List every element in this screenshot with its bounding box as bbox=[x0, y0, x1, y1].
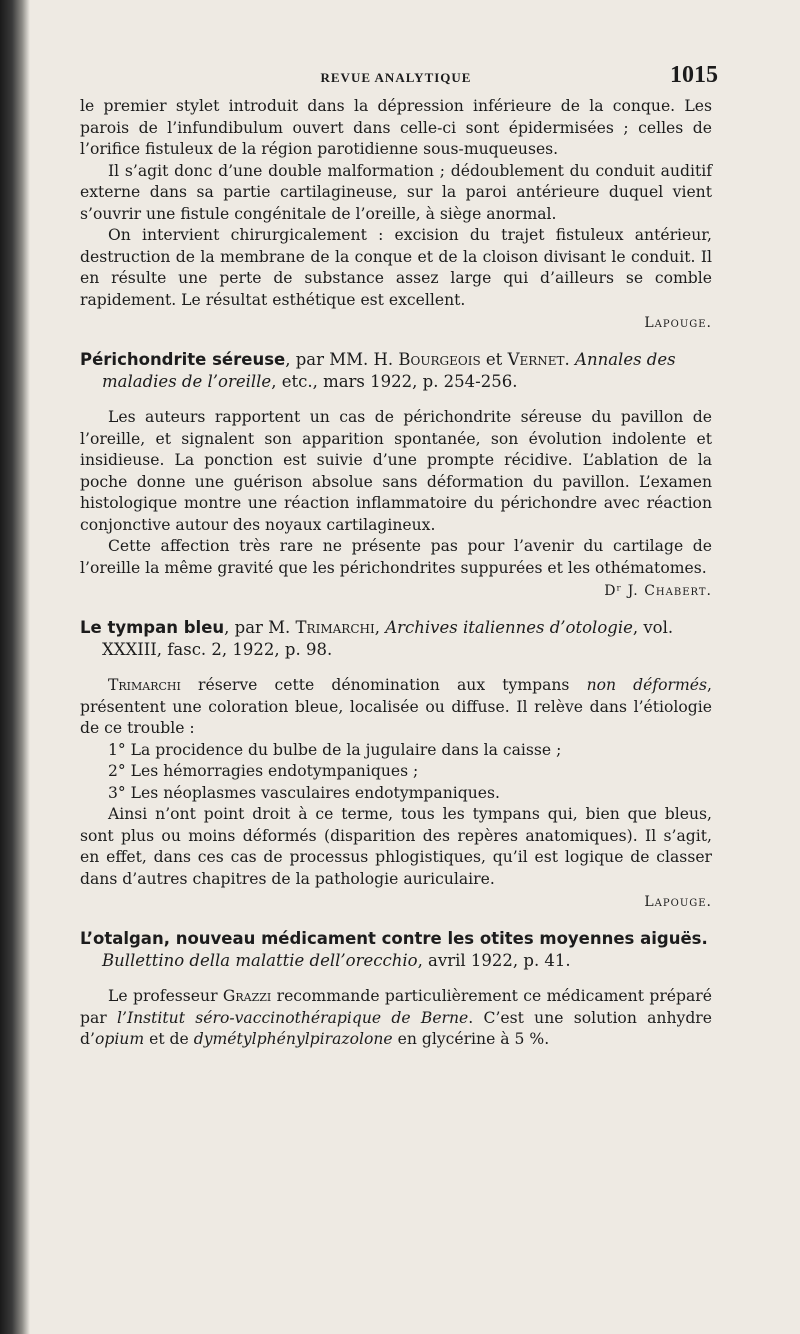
text: Le professeur bbox=[108, 987, 223, 1005]
paragraph: Ainsi n’ont point droit à ce terme, tous les tympans qui, bien que bleus, sont plus ou moins déformés (disparition des repères anatomiques). Il s’agit, en effet, dans ces cas de processus phlogistiques, qu’il est logique de classer dans d’autres chapitres de la pathologie auriculaire. bbox=[80, 805, 712, 888]
article-title-bold: L’otalgan, nouveau médicament contre les otites moyennes aiguës. bbox=[80, 929, 708, 948]
journal-name: Bullettino della malattie dell’orecchio bbox=[102, 951, 418, 970]
article-title-bold: Le tympan bleu bbox=[80, 618, 225, 637]
paragraph bbox=[80, 986, 712, 1051]
author-name: Trimarchi bbox=[295, 618, 375, 637]
signature: Lapouge. bbox=[644, 315, 712, 331]
title-text: , par M. bbox=[224, 618, 296, 637]
title-text: , bbox=[374, 618, 386, 637]
title-text: et bbox=[480, 350, 508, 369]
title-text: , par MM. H. bbox=[285, 350, 399, 369]
paragraph: le premier stylet introduit dans la dépression inférieure de la conque. Les parois de l’infundibulum ouvert dans celle-ci sont épidermisées ; celles de l’orifice fistuleux de la région parotidienne sous-muqueuses. bbox=[80, 97, 712, 158]
list-item: 1° La procidence du bulbe de la jugulaire dans la caisse ; bbox=[108, 740, 562, 759]
article-title bbox=[80, 928, 712, 972]
page-number: 1015 bbox=[670, 62, 718, 88]
paragraph: Il s’agit donc d’une double malformation ; dédoublement du conduit auditif externe dans sa partie cartilagineuse, sur la paroi antérieure duquel vient s’ouvrir une fistule congénitale de l’oreille, à siège anormal. bbox=[80, 161, 712, 223]
text: . C’est une solution anhydre d’ bbox=[80, 1008, 712, 1048]
signature: Lapouge. bbox=[644, 894, 712, 910]
article-tympan-bleu bbox=[80, 617, 712, 910]
article-perichondrite bbox=[80, 349, 712, 599]
reference: , etc., mars 1922, p. 254-256. bbox=[271, 372, 518, 391]
article-continuation bbox=[80, 96, 712, 331]
reference: , vol. XXXIII, fasc. 2, 1922, p. 98. bbox=[102, 618, 674, 659]
text: réserve cette dénomination aux tympans bbox=[180, 676, 587, 694]
book-spine-shadow bbox=[0, 0, 30, 1334]
text: en glycérine à 5 %. bbox=[392, 1030, 550, 1048]
signature: Dʳ J. Chabert. bbox=[604, 583, 712, 599]
text: recommande particulièrement ce médicament préparé par bbox=[80, 987, 712, 1027]
page-header bbox=[80, 56, 718, 96]
emphasis: l’Institut séro-vaccinothérapique de Berne bbox=[117, 1008, 469, 1027]
journal-name: Archives italiennes d’otologie bbox=[385, 618, 633, 637]
emphasis: opium bbox=[94, 1030, 145, 1048]
journal-name: Annales des maladies de l’oreille bbox=[102, 350, 676, 391]
author-name: Vernet bbox=[507, 350, 565, 369]
list-item: 2° Les hémorragies endotympaniques ; bbox=[108, 762, 419, 780]
author-name: Grazzi bbox=[222, 987, 272, 1005]
article-otalgan bbox=[80, 928, 712, 1051]
paragraph: On intervient chirurgicalement : excision du trajet fistuleux antérieur, destruction de la membrane de la conque et de la cloison divisant le conduit. Il en résulte une perte de substance assez large qui d’ailleurs se comble rapidement. Le résultat esthétique est excellent. bbox=[80, 226, 712, 309]
running-title: REVUE ANALYTIQUE bbox=[320, 70, 472, 85]
author-name: Bourgeois bbox=[398, 350, 481, 369]
emphasis: non déformés bbox=[586, 676, 708, 694]
article-title-bold: Périchondrite séreuse bbox=[80, 350, 286, 369]
emphasis: dymétylphénylpirazolone bbox=[193, 1030, 393, 1048]
article-title bbox=[80, 349, 712, 393]
paragraph bbox=[80, 675, 712, 740]
text: et de bbox=[144, 1030, 194, 1048]
text: , présentent une coloration bleue, localisée ou diffuse. Il relève dans l’étiologie de ce trouble : bbox=[80, 676, 712, 737]
author-name: Trimarchi bbox=[108, 676, 181, 694]
list-item: 3° Les néoplasmes vasculaires endotympaniques. bbox=[108, 783, 500, 802]
paragraph: Cette affection très rare ne présente pas pour l’avenir du cartilage de l’oreille la même gravité que les périchondrites suppurées et les othématomes. bbox=[80, 537, 712, 577]
page bbox=[80, 56, 718, 1051]
paragraph: Les auteurs rapportent un cas de périchondrite séreuse du pavillon de l’oreille, et signalent son apparition spontanée, son évolution indolente et insidieuse. La ponction est suivie d’une prompte récidive. L’ablation de la poche donne une guérison absolue sans déformation du pavillon. L’examen histologique montre une réaction inflammatoire du périchondre avec réaction conjonctive autour des noyaux cartilagineux. bbox=[80, 408, 712, 534]
article-title bbox=[80, 617, 712, 661]
reference: , avril 1922, p. 41. bbox=[417, 951, 571, 970]
title-text: . bbox=[564, 350, 576, 369]
